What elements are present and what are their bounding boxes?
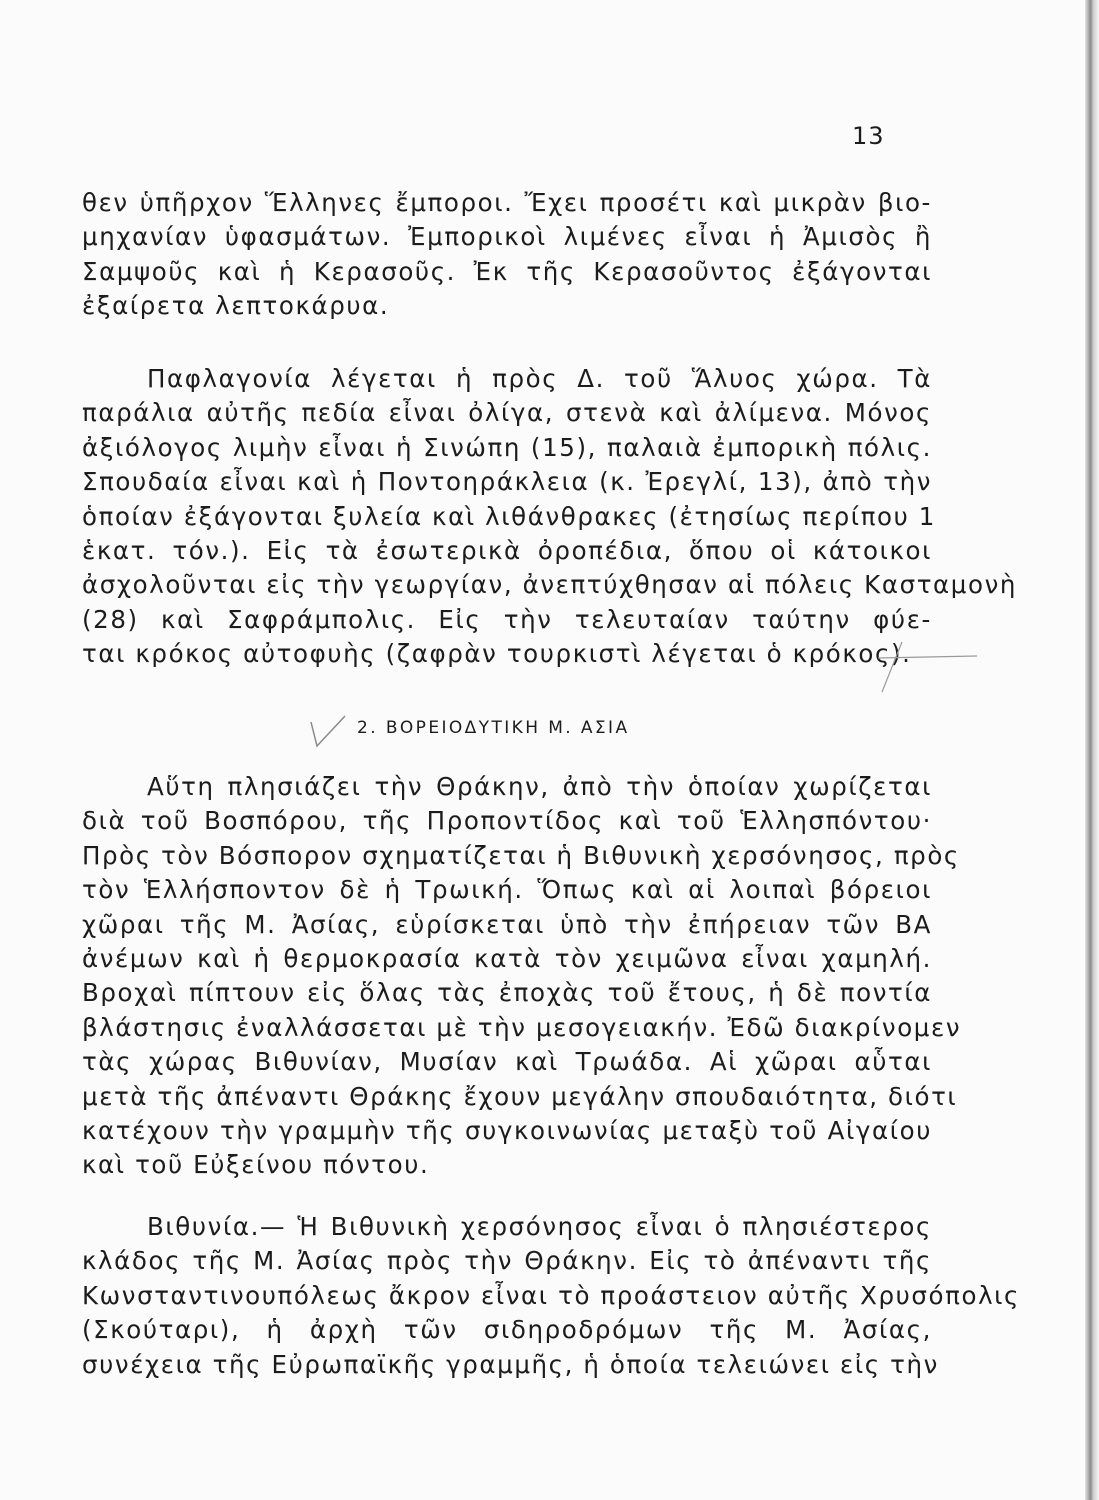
text-line: Αὕτη πλησιάζει τὴν Θράκην, ἀπὸ τὴν ὁποίαν χωρίζεται (147, 772, 932, 801)
text-line: βλάστησις ἐναλλάσσεται μὲ τὴν μεσογειακήν. Ἐδῶ διακρίνομεν (82, 1012, 962, 1042)
text-line: διὰ τοῦ Βοσπόρου, τῆς Προποντίδος καὶ τοῦ Ἑλλησπόντου· (82, 806, 932, 836)
text-line: Παφλαγονία λέγεται ἡ πρὸς Δ. τοῦ Ἅλυος χώρα. Τὰ (147, 364, 932, 393)
text-line: τὸν Ἑλλήσποντον δὲ ἡ Τρωική. Ὅπως καὶ αἱ λοιπαὶ βόρειοι (82, 875, 932, 905)
paragraph-pontus-continued (82, 186, 932, 324)
text-line: ται κρόκος αὐτοφυὴς (ζαφρὰν τουρκιστὶ λέγεται ὁ κρόκος). (82, 639, 912, 669)
paragraph-northwest-asia-minor (82, 770, 962, 1183)
text-line: θεν ὑπῆρχον Ἕλληνες ἔμποροι. Ἔχει προσέτι καὶ μικρὰν βιο- (82, 188, 932, 217)
paragraph-paphlagonia (82, 362, 1017, 672)
text-line: παράλια αὐτῆς πεδία εἶναι ὀλίγα, στενὰ καὶ ἀλίμενα. Μόνος (82, 398, 932, 428)
text-line: μετὰ τῆς ἀπέναντι Θράκης ἔχουν μεγάλην σπουδαιότητα, διότι (82, 1081, 958, 1111)
text-line: Βιθυνία.— Ἡ Βιθυνικὴ χερσόνησος εἶναι ὁ πλησιέστερος (147, 1212, 932, 1241)
pencil-mark-icon (872, 640, 982, 700)
paragraph-bithynia (82, 1210, 1021, 1382)
section-heading: 2. ΒΟΡΕΙΟΔΥΤΙΚΗ Μ. ΑΣΙΑ (357, 718, 630, 738)
text-line: καὶ τοῦ Εὐξείνου πόντου. (82, 1150, 430, 1180)
text-line: Πρὸς τὸν Βόσπορον σχηματίζεται ἡ Βιθυνικὴ χερσόνησος, πρὸς (82, 840, 960, 870)
text-line: ὁποίαν ἐξάγονται ξυλεία καὶ λιθάνθρακες (ἐτησίως περίπου 1 (82, 501, 936, 531)
checkmark-icon (305, 712, 355, 752)
text-line: ἐξαίρετα λεπτοκάρυα. (82, 291, 390, 321)
text-line: (Σκούταρι), ἡ ἀρχὴ τῶν σιδηροδρόμων τῆς Μ. Ἀσίας, (82, 1315, 932, 1345)
text-line: Κωνσταντινουπόλεως ἄκρον εἶναι τὸ προάστειον αὐτῆς Χρυσόπολις (82, 1280, 1021, 1310)
text-line: (28) καὶ Σαφράμπολις. Εἰς τὴν τελευταίαν ταύτην φύε- (82, 604, 932, 634)
text-line: χῶραι τῆς Μ. Ἀσίας, εὑρίσκεται ὑπὸ τὴν ἐπήρειαν τῶν ΒΑ (82, 909, 932, 939)
text-line: ἀνέμων καὶ ἡ θερμοκρασία κατὰ τὸν χειμῶνα εἶναι χαμηλή. (82, 944, 932, 974)
text-line: μηχανίαν ὑφασμάτων. Ἐμπορικοὶ λιμένες εἶναι ἡ Ἀμισὸς ἢ (82, 222, 932, 252)
text-line: συνέχεια τῆς Εὐρωπαϊκῆς γραμμῆς, ἡ ὁποία τελειώνει εἰς τὴν (82, 1349, 939, 1379)
page-number: 13 (852, 122, 885, 150)
page-edge (1085, 0, 1099, 1500)
text-line: ἀσχολοῦνται εἰς τὴν γεωργίαν, ἀνεπτύχθησαν αἱ πόλεις Κασταμονὴ (82, 570, 1017, 600)
text-line: τὰς χώρας Βιθυνίαν, Μυσίαν καὶ Τρωάδα. Αἱ χῶραι αὗται (82, 1047, 932, 1077)
text-line: Σπουδαία εἶναι καὶ ἡ Ποντοηράκλεια (κ. Ἐρεγλί, 13), ἀπὸ τὴν (82, 467, 932, 497)
text-line: κατέχουν τὴν γραμμὴν τῆς συγκοινωνίας μεταξὺ τοῦ Αἰγαίου (82, 1116, 932, 1146)
text-line: ἀξιόλογος λιμὴν εἶναι ἡ Σινώπη (15), παλαιὰ ἐμπορικὴ πόλις. (82, 432, 932, 462)
text-line: κλάδος τῆς Μ. Ἀσίας πρὸς τὴν Θράκην. Εἰς τὸ ἀπέναντι τῆς (82, 1246, 932, 1276)
text-line: Σαμψοῦς καὶ ἡ Κερασοῦς. Ἐκ τῆς Κερασοῦντος ἐξάγονται (82, 256, 932, 286)
text-line: ἑκατ. τόν.). Εἰς τὰ ἐσωτερικὰ ὀροπέδια, ὅπου οἱ κάτοικοι (82, 536, 932, 566)
text-line: Βροχαὶ πίπτουν εἰς ὅλας τὰς ἐποχὰς τοῦ ἔτους, ἡ δὲ ποντία (82, 978, 932, 1008)
